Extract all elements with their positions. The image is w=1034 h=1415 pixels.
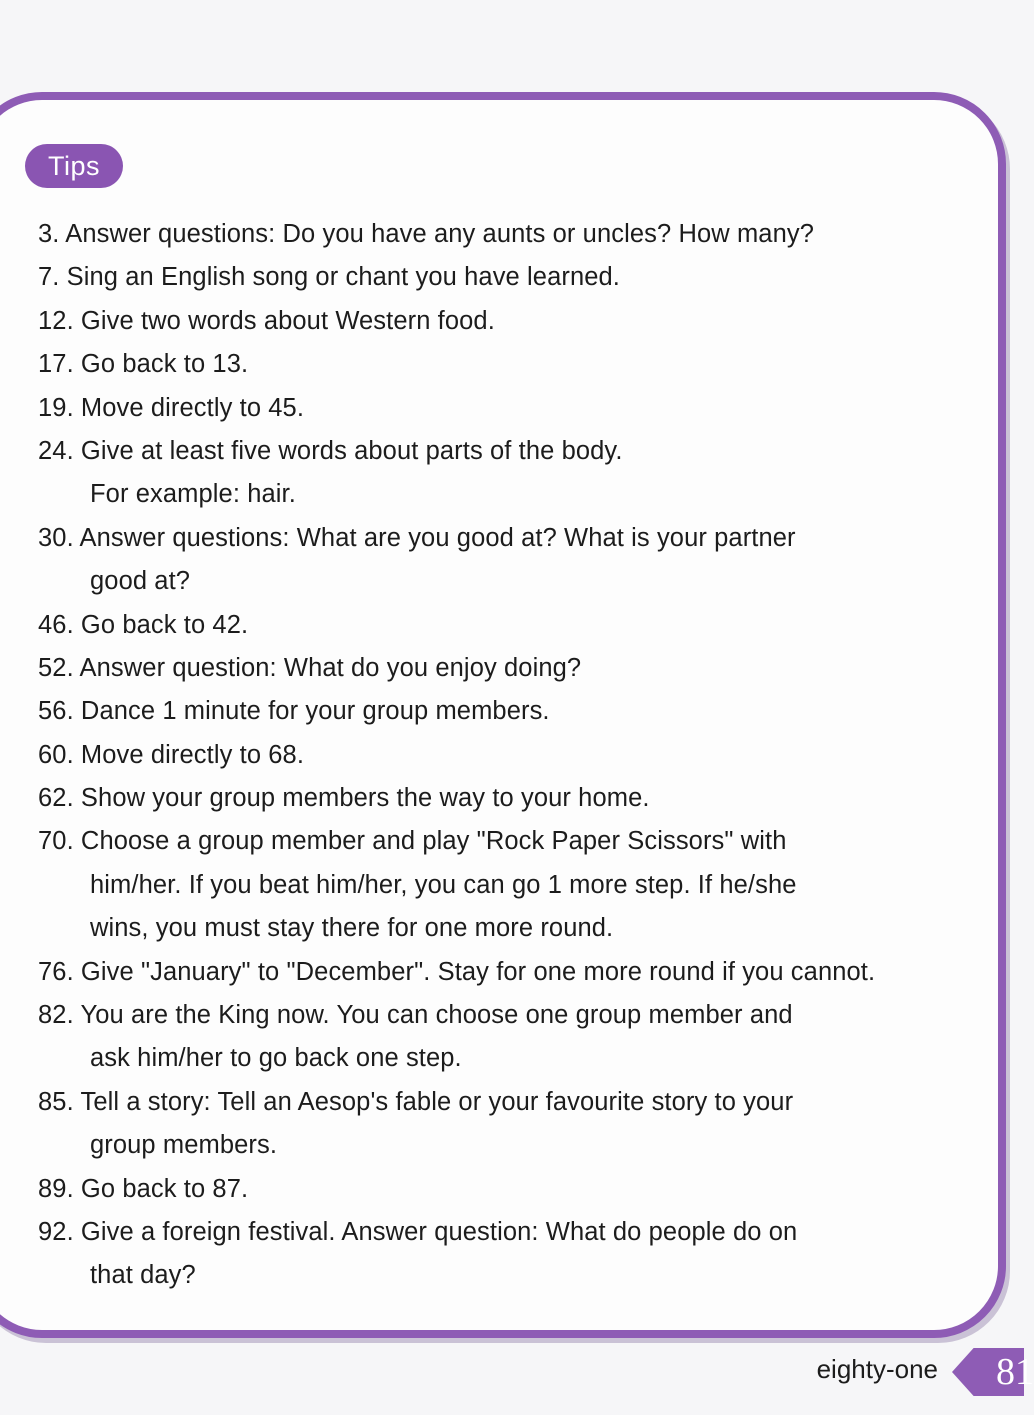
page-number-word: eighty-one [816, 1354, 938, 1384]
tip-item: 60. Move directly to 68. [38, 740, 305, 769]
tip-item: 52. Answer question: What do you enjoy doing? [38, 653, 582, 682]
tip-item: 76. Give "January" to "December". Stay for one more round if you cannot. [38, 957, 876, 986]
tip-item: 17. Go back to 13. [38, 350, 249, 379]
tip-item: 89. Go back to 87. [38, 1174, 249, 1203]
tip-item: 19. Move directly to 45. [38, 393, 305, 422]
tip-continuation-line: him/her. If you beat him/her, you can go 1 more step. If he/she [90, 870, 797, 899]
tip-item: 70. Choose a group member and play "Rock Paper Scissors" with [38, 827, 787, 856]
tips-list [38, 213, 968, 1298]
tip-continuation-line: wins, you must stay there for one more round. [90, 914, 614, 943]
tip-continuation-line: For example: hair. [90, 480, 296, 509]
tip-item: 7. Sing an English song or chant you have learned. [38, 263, 620, 292]
page-footer [764, 1342, 1034, 1402]
tip-continuation-line: good at? [90, 567, 191, 596]
tip-item: 85. Tell a story: Tell an Aesop's fable or your favourite story to your [38, 1087, 794, 1116]
tip-continuation-line: ask him/her to go back one step. [90, 1044, 462, 1073]
page-number: 81 [996, 1351, 1034, 1393]
tip-item: 12. Give two words about Western food. [38, 306, 495, 335]
tip-item: 46. Go back to 42. [38, 610, 249, 639]
tip-item: 30. Answer questions: What are you good at? What is your partner [38, 523, 796, 552]
tips-badge: Tips [25, 144, 123, 188]
tip-item: 82. You are the King now. You can choose one group member and [38, 1001, 793, 1030]
tip-continuation-line: that day? [90, 1261, 196, 1290]
tip-item: 62. Show your group members the way to your home. [38, 784, 650, 813]
tip-item: 24. Give at least five words about parts of the body. [38, 436, 623, 465]
tip-item: 92. Give a foreign festival. Answer question: What do people do on [38, 1217, 798, 1246]
tip-item: 3. Answer questions: Do you have any aunts or uncles? How many? [38, 220, 814, 248]
tip-continuation-line: group members. [90, 1131, 278, 1160]
tip-item: 56. Dance 1 minute for your group members. [38, 697, 550, 726]
